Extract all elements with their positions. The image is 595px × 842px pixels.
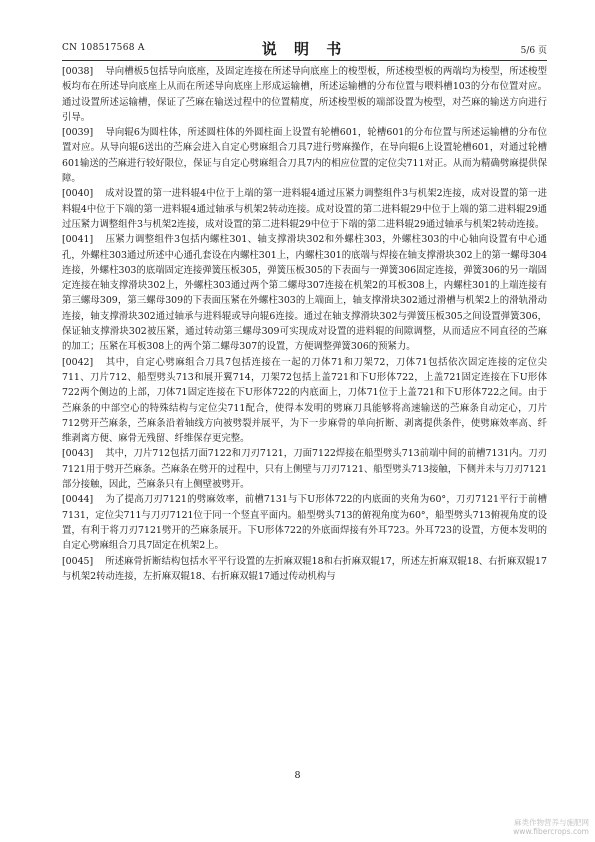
paragraph-number: [0040]	[62, 188, 94, 200]
paragraph-0044	[62, 492, 547, 553]
paragraph-text: 所述麻骨折断结构包括水平平行设置的左折麻双辊18和右折麻双辊17，所述左折麻双辊18、右折麻双辊17与机架2转动连接，左折麻双辊18、右折麻双辊17通过传动机构与	[62, 555, 547, 582]
document-number: CN 108517568 A	[62, 43, 145, 53]
paragraph-number: [0041]	[62, 234, 94, 246]
document-body	[62, 64, 547, 584]
paragraph-text: 为了提高刀刃7121的劈麻效率，前槽7131与下U形体722的内底面的夹角为60°，刀刃7121平行于前槽7131，定位尖711与刀刃7121位于同一个竖直平面内。船型劈头713的俯视角度为60°，船型劈头713俯视角度的设置，有利于将刀刃7121劈开的苎麻条展开。下U形体722的外底面焊接有外耳723。外耳723的设置，方便本发明的自定心劈麻组合刀具7固定在机架2上。	[62, 494, 547, 552]
paragraph-number: [0044]	[62, 494, 94, 506]
paragraph-text: 成对设置的第一进料辊4中位于上端的第一进料辊4通过压紧力调整组件3与机架2连接，成对设置的第一进料辊4中位于下端的第一进料辊4通过轴承与机架2转动连接。成对设置的第二进料辊29中位于上端的第二进料辊29通过压紧力调整组件3与机架2连接，成对设置的第二进料辊29中位于下端的第二进料辊29通过轴承与机架2转动连接。	[62, 188, 547, 230]
paragraph-number: [0043]	[62, 448, 94, 460]
watermark-url: www.fibercrops.com	[513, 827, 589, 836]
paragraph-text: 其中，刀片712包括刀面7122和刀刃7121，刀面7122焊接在船型劈头713前端中间的前槽7131内。刀刃7121用于劈开苎麻条。苎麻条在劈开的过程中，只有上侧壁与刀刃7121、船型劈头713接触，下侧并未与刀刃7121部分接触，因此，苎麻条只有上侧壁被劈开。	[62, 448, 547, 491]
document-title: 说 明 书	[261, 40, 348, 58]
paragraph-number: [0045]	[62, 555, 94, 567]
paragraph-0045	[62, 554, 547, 585]
watermark	[439, 818, 589, 836]
paragraph-0038	[62, 64, 547, 125]
page-header	[62, 38, 547, 61]
paragraph-text: 其中，自定心劈麻组合刀具7包括连接在一起的刀体71和刀架72，刀体71包括依次固定连接的定位尖711、刀片712、船型劈头713和展开翼714，刀架72包括上盖721和下U形体722，上盖721固定连接在下U形体722两个侧边的上部，刀体71固定连接在下U形体722的内底面上，刀体71位于上盖721和下U形体722之间。由于苎麻条的中部空心的特殊结构与定位尖711配合，使得本发明的劈麻刀具能够将高速输送的苎麻条自动定心，刀片712劈开苎麻条，苎麻条沿着轴线方向被劈裂并展平，为下一步麻骨的单向折断、剥离提供条件，使劈麻效率高、纤维剥离方便、麻骨无残留、纤维保存更完整。	[62, 356, 547, 445]
paragraph-0043	[62, 446, 547, 492]
paragraph-number: [0038]	[62, 66, 94, 77]
paragraph-number: [0039]	[62, 127, 94, 139]
page-info: 5/6 页	[520, 46, 547, 56]
paragraph-text: 导向槽板5包括导向底座，及固定连接在所述导向底座上的梭型板，所述梭型板的两端均为梭型，所述梭型板均布在所述导向底座上从而在所述导向底座上形成运输槽，所述运输槽的分布位置与喂料槽103的分布位置对应。通过设置所述运输槽，保证了苎麻在输送过程中的位置精度，所述梭型板的端部设置为梭型，对苎麻的输送方向进行引导。	[62, 66, 547, 123]
paragraph-0042	[62, 355, 547, 447]
watermark-name: 麻类作物营养与施肥网	[514, 818, 589, 827]
paragraph-0039	[62, 125, 547, 186]
paragraph-0040	[62, 186, 547, 232]
paragraph-number: [0042]	[62, 356, 94, 368]
paragraph-text: 压紧力调整组件3包括内螺柱301、轴支撑滑块302和外螺柱303，外螺柱303的中心轴向设置有中心通孔，外螺柱303通过所述中心通孔套设在内螺柱301上，内螺柱301的底端与焊接在轴支撑滑块302上的第一螺母304连接，外螺柱303的底端固定连接弹簧压板305，弹簧压板305的下表面与一弹簧306固定连接，弹簧306的另一端固定连接在轴支撑滑块302上，外螺柱303通过两个第二螺母307连接在机架2的耳板308上，内螺柱301的上端连接有第三螺母309，第三螺母309的下表面压紧在外螺柱303的上端面上，轴支撑滑块302通过滑槽与机架2上的滑轨滑动连接，轴支撑滑块302通过轴承与进料辊或导向辊6连接。通过在轴支撑滑块302与弹簧压板305之间设置弹簧306，保证轴支撑滑块302被压紧，通过转动第三螺母309可实现成对设置的进料辊的间隙调整，从而适应不同直径的苎麻的加工；压紧在耳板308上的两个第二螺母307的设置，方便调整弹簧306的预紧力。	[62, 234, 547, 353]
paragraph-0041	[62, 232, 547, 354]
paragraph-text: 导向辊6为圆柱体，所述圆柱体的外圆柱面上设置有轮槽601，轮槽601的分布位置与所述运输槽的分布位置对应。从导向辊6送出的苎麻会进入自定心劈麻组合刀具7进行劈麻操作，在导向辊6上设置轮槽601，对通过轮槽601输送的苎麻进行较好限位，保证与自定心劈麻组合刀具7内的相应位置的定位尖711对正。从而为精确劈麻提供保障。	[62, 127, 547, 185]
page-number: 8	[294, 770, 301, 781]
